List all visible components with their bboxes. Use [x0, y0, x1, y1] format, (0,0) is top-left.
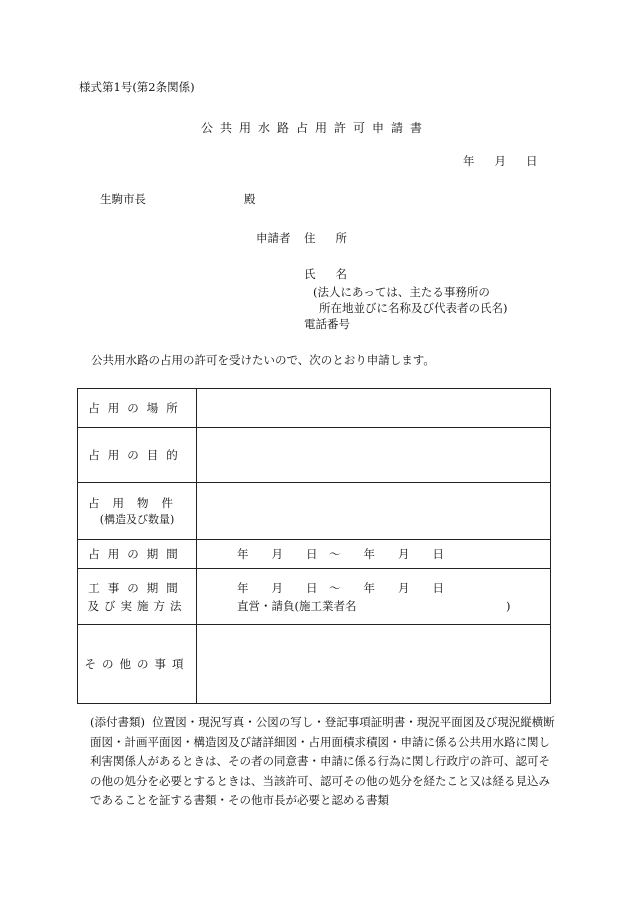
name-label: 氏名: [304, 267, 367, 281]
place-label-cell: [78, 389, 197, 428]
corporation-note: [313, 284, 508, 316]
other-value-cell[interactable]: [197, 625, 551, 704]
object-label-cell: [78, 483, 197, 540]
works-label-line1: 工事の期間: [88, 580, 186, 595]
place-value-cell[interactable]: [197, 389, 551, 428]
attachments-text: 位置図・現況写真・公図の写し・登記事項証明書・現況平面図及び現況縦横断面図・計画平面図・構造図及び諸詳細図・占用面積求積図・申請に係る公共用水路に関し利害関係人があるときは、その者の同意書・申請に係る行為に関し行政庁の許可、認可その他の処分を必要とするときは、当該許可、認可その他の処分を経たこと又は経る見込みであることを証する書類・その他市長が必要と認める書類: [90, 715, 555, 808]
page-title: 公共用水路占用許可申請書: [200, 121, 429, 135]
works-label-cell: [78, 569, 197, 625]
row-object: [78, 483, 551, 540]
object-sublabel: (構造及び数量): [99, 513, 175, 526]
period-value-cell[interactable]: [197, 540, 551, 569]
corporation-note-line1: (法人にあっては、主たる事務所の: [313, 285, 490, 299]
works-label-line2: 及び実施方法: [87, 598, 187, 613]
corporation-note-line2: 所在地並びに名称及び代表者の氏名): [319, 301, 508, 315]
application-table: [77, 388, 551, 704]
phone-label: 電話番号: [304, 317, 350, 331]
purpose-label-cell: [78, 428, 197, 483]
date-year-label: 年: [463, 154, 475, 168]
form-number: 様式第1号(第2条関係): [79, 80, 195, 94]
works-value-cell[interactable]: [197, 569, 551, 625]
other-label-cell: [78, 625, 197, 704]
row-period: [78, 540, 551, 569]
period-label: 占用の期間: [88, 547, 186, 561]
date-month-label: 月: [494, 154, 506, 168]
period-value: 年 月 日 ～ 年 月 日: [237, 547, 444, 561]
row-place: [78, 389, 551, 428]
row-other: [78, 625, 551, 704]
row-works: [78, 569, 551, 625]
works-period-value: 年 月 日 ～ 年 月 日: [237, 580, 444, 595]
addressee: 生駒市長: [100, 192, 146, 206]
applicant-label: 申請者: [256, 231, 291, 245]
period-label-cell: [78, 540, 197, 569]
object-value-cell[interactable]: [197, 483, 551, 540]
address-label: 住所: [304, 231, 367, 245]
place-label: 占用の場所: [88, 401, 186, 415]
object-label: 占用物件: [88, 496, 186, 510]
row-purpose: [78, 428, 551, 483]
honorific: 殿: [244, 192, 256, 206]
intro-text: 公共用水路の占用の許可を受けたいので、次のとおり申請します。: [91, 353, 435, 367]
attachments-section: [90, 713, 558, 811]
other-label: その他の事項: [84, 657, 190, 671]
purpose-value-cell[interactable]: [197, 428, 551, 483]
attachments-heading: (添付書類): [90, 715, 145, 729]
purpose-label: 占用の目的: [88, 448, 186, 462]
works-method-value: 直営・請負(施工業者名 ): [237, 598, 511, 613]
date-day-label: 日: [526, 154, 538, 168]
date-line: [463, 155, 558, 169]
